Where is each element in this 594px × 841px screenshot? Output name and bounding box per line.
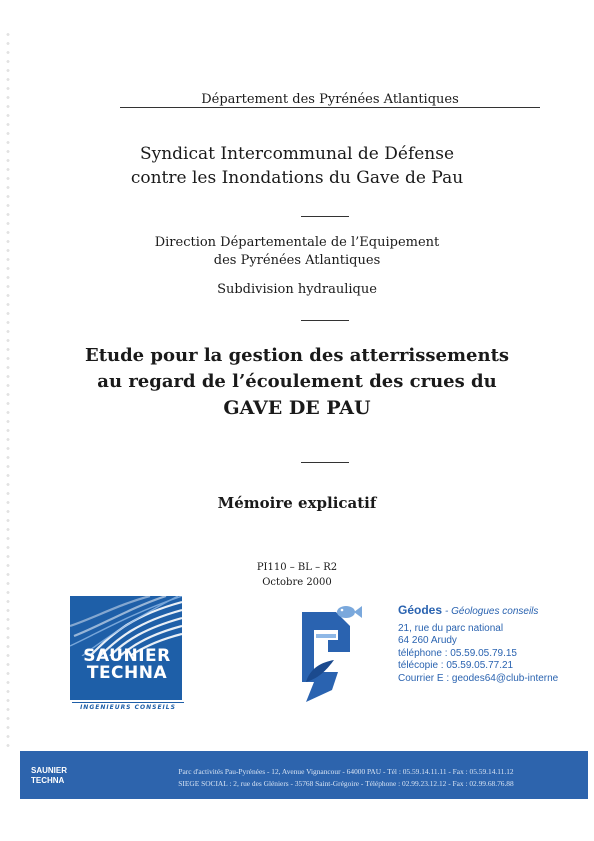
footer-brand-line2: TECHNA — [31, 776, 65, 785]
reference-date: Octobre 2000 — [262, 577, 332, 588]
direction-block — [0, 234, 594, 270]
footer-address-line2: SIEGE SOCIAL : 2, rue des Gléniers - 35768 Saint-Grégoire - Téléphone : 02.99.23.12.12 - Fax : 02.99.68.76.88 — [178, 779, 514, 788]
footer-brand — [31, 766, 91, 786]
saunier-logo-block — [70, 596, 182, 700]
footer-band — [20, 751, 588, 799]
divider-1 — [301, 216, 349, 217]
saunier-logo-tagline: INGENIEURS CONSEILS — [72, 702, 184, 711]
document-type: Mémoire explicatif — [217, 494, 377, 512]
geodes-email: Courrier E : geodes64@club-interne — [398, 672, 559, 684]
footer-address — [108, 766, 584, 790]
subdivision-label: Subdivision hydraulique — [217, 282, 377, 297]
study-title-line1: Etude pour la gestion des atterrissements — [84, 345, 510, 366]
syndicat-title — [0, 142, 594, 190]
study-title-line3: GAVE DE PAU — [223, 397, 371, 419]
footer-brand-line1: SAUNIER — [31, 766, 68, 775]
saunier-logo-line2: TECHNA — [86, 663, 168, 683]
saunier-logo-line1: SAUNIER — [83, 646, 171, 666]
divider-3 — [301, 462, 349, 463]
geodes-name: Géodes — [398, 603, 443, 617]
geodes-phone: téléphone : 05.59.05.79.15 — [398, 647, 517, 659]
direction-line1: Direction Départementale de l’Equipement — [154, 235, 440, 250]
saunier-techna-logo — [70, 596, 186, 714]
syndicat-title-line2: contre les Inondations du Gave de Pau — [130, 168, 464, 188]
reference-block — [0, 560, 594, 590]
geodes-address-line2: 64 260 Arudy — [398, 635, 457, 646]
study-title-line2: au regard de l’écoulement des crues du — [97, 371, 497, 392]
geodes-contact — [398, 604, 588, 685]
footer-address-line1: Parc d'activités Pau-Pyrénées - 12, Avenue Vignancour - 64000 PAU - Tél : 05.59.14.11.11 - Fax : 05.59.14.11.12 — [178, 767, 514, 776]
direction-line2: des Pyrénées Atlantiques — [213, 253, 381, 268]
syndicat-title-line1: Syndicat Intercommunal de Défense — [139, 144, 455, 164]
geodes-title — [398, 604, 588, 619]
department-underline — [120, 107, 540, 108]
study-title — [0, 343, 594, 421]
department-heading: Département des Pyrénées Atlantiques — [201, 92, 459, 107]
geodes-subtitle: - Géologues conseils — [445, 606, 539, 617]
saunier-logo-wordmark — [74, 648, 180, 682]
divider-2 — [301, 320, 349, 321]
geodes-address-line1: 21, rue du parc national — [398, 622, 504, 634]
geodes-fish-logo-icon — [292, 598, 366, 704]
reference-code: PI110 – BL – R2 — [256, 562, 338, 573]
geodes-fax: télécopie : 05.59.05.77.21 — [398, 660, 514, 671]
